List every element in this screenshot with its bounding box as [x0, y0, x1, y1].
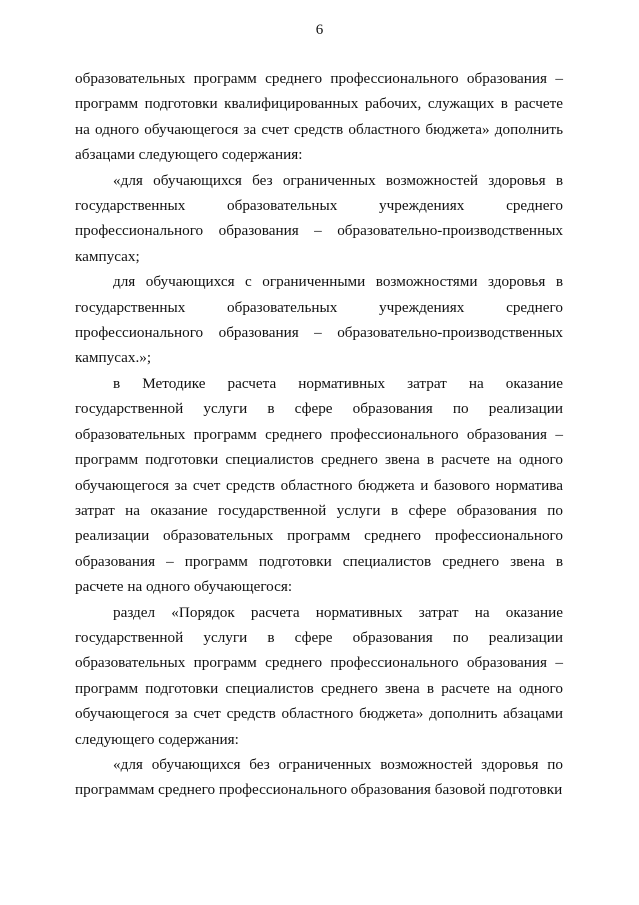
- paragraph-6: «для обучающихся без ограниченных возможностей здоровья по программам среднего профессионального образования базовой подготовки: [75, 755, 563, 799]
- document-body: [75, 66, 563, 803]
- paragraph-1: образовательных программ среднего профессионального образования – программ подготовки квалифицированных рабочих, служащих в расчете на одного обучающегося за счет средств областного бюджета» дополнить абзацами следующего содержания:: [75, 70, 563, 164]
- paragraph-3: для обучающихся с ограниченными возможностями здоровья в государственных образовательных учреждениях среднего профессионального образования – образовательно-производственных кампусах.»;: [75, 273, 563, 367]
- paragraph-4: в Методике расчета нормативных затрат на оказание государственной услуги в сфере образования по реализации образовательных программ среднего профессионального образования – программ подготовки специалистов среднего звена в расчете на одного обучающегося за счет средств областного бюджета и базового норматива затрат на оказание государственной услуги в сфере образования по реализации образовательных программ среднего профессионального образования – программ подготовки специалистов среднего звена в расчете на одного обучающегося:: [75, 374, 563, 596]
- page-number: 6: [315, 22, 324, 38]
- paragraph-2: «для обучающихся без ограниченных возможностей здоровья в государственных образовательных учреждениях среднего профессионального образования – образовательно-производственных кампусах;: [75, 171, 563, 265]
- paragraph-5: раздел «Порядок расчета нормативных затрат на оказание государственной услуги в сфере образования по реализации образовательных программ среднего профессионального образования – программ подготовки специалистов среднего звена в расчете на одного обучающегося за счет средств областного бюджета» дополнить абзацами следующего содержания:: [75, 603, 563, 748]
